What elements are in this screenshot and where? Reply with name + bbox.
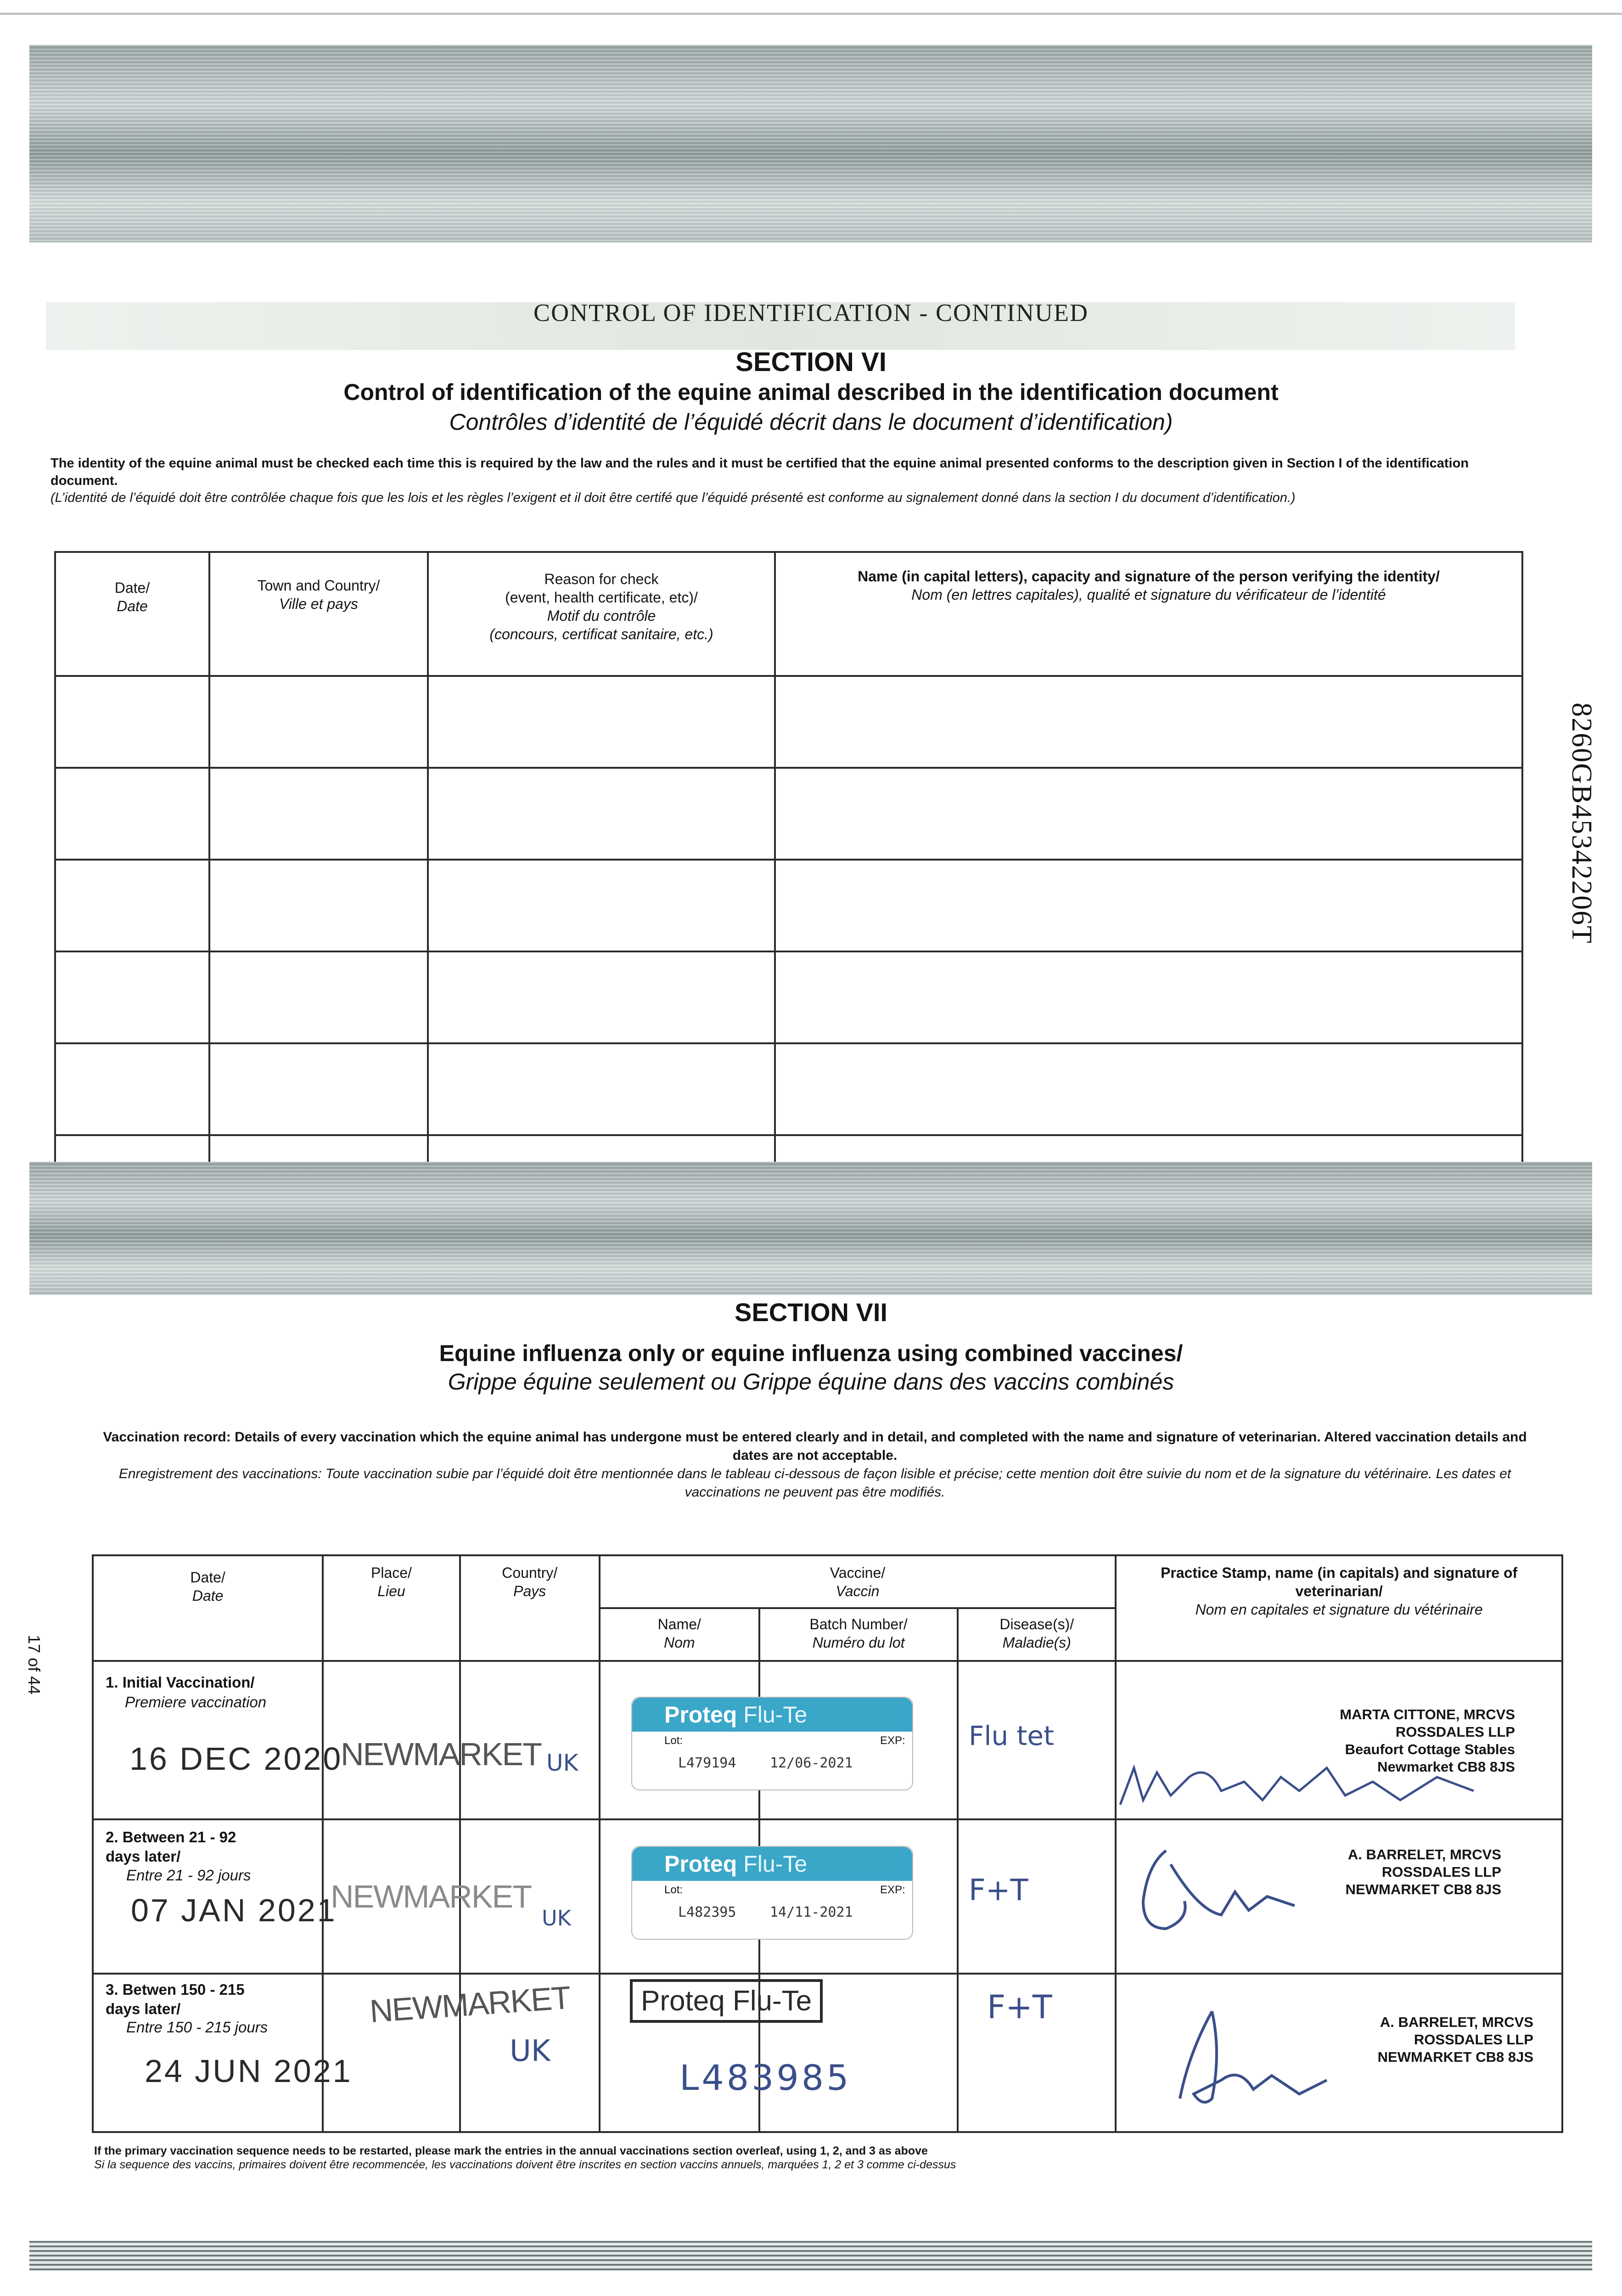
row1-disease-hand: Flu tet — [969, 1720, 1054, 1751]
scan-artifact-top — [29, 45, 1592, 242]
vac-header-name-en: Name/ — [657, 1616, 701, 1633]
vac-header-place-fr: Lieu — [377, 1583, 405, 1599]
vac-header-date — [93, 1555, 323, 1661]
row3-lot-hand: L483985 — [679, 2057, 852, 2098]
side-page-number: 17 of 44 — [25, 1635, 44, 1695]
vac-header-batch-en: Batch Number/ — [809, 1616, 908, 1633]
vac-header-practice — [1116, 1555, 1562, 1661]
row1-vaccine-name-text: Flu-Te — [743, 1702, 808, 1728]
table-row — [55, 1043, 1522, 1135]
vac-header-place — [323, 1555, 460, 1661]
header-verifier-en: Name (in capital letters), capacity and signature of the person verifying the identity/ — [858, 568, 1440, 585]
header-town-fr: Ville et pays — [279, 596, 358, 612]
row2-vaccine-name-text: Flu-Te — [743, 1851, 808, 1877]
vac-header-date-fr: Date — [192, 1587, 224, 1604]
row3-disease-hand: F+T — [987, 1988, 1052, 2026]
section6-para-fr: (L’identité de l’équidé doit être contrôlée chaque fois que les lois et les règles l’exigent et il doit être certifé que l’équidé présenté est conforme au signalement donné dans la section I du document d’identification.) — [51, 490, 1296, 505]
section6-label: SECTION VI — [735, 347, 887, 377]
vac-header-vaccine-fr: Vaccin — [836, 1583, 880, 1599]
row2-lot-label: Lot: — [664, 1884, 683, 1896]
vac-header-batch — [759, 1608, 958, 1661]
table-row — [55, 768, 1522, 860]
header-date-en: Date/ — [114, 580, 150, 596]
row1-exp-label: EXP: — [880, 1734, 905, 1747]
top-heading: CONTROL OF IDENTIFICATION - CONTINUED — [533, 299, 1089, 326]
footer-note-fr: Si la sequence des vaccins, primaires doivent être recommencée, les vaccinations doivent être inscrites en section vaccins annuels, marquées 1, 2 et 3 comme ci-dessus — [94, 2158, 956, 2171]
row2-label-fr: Entre 21 - 92 jours — [126, 1867, 251, 1884]
header-verifier — [775, 552, 1522, 676]
row3-country-hand: UK — [510, 2034, 550, 2068]
section7-para-fr: Enregistrement des vaccinations: Toute vaccination subie par l’équidé doit être mentionnée dans le tableau ci-dessous de façon lisible et précise; cette mention doit être suivie du nom et de la signature du vétérinaire. Les dates et vaccinations ne peuvent pas être modifiés. — [118, 1466, 1511, 1500]
row2-exp-date: 14/11-2021 — [770, 1904, 853, 1920]
header-reason-en: Reason for check — [544, 571, 659, 587]
section6-title-en: Control of identification of the equine animal described in the identification document — [343, 379, 1279, 405]
header-verifier-fr: Nom (en lettres capitales), qualité et signature du vérificateur de l’identité — [911, 586, 1386, 603]
row2-vaccine-brand — [664, 1851, 807, 1877]
row1-vaccine-label — [631, 1697, 913, 1790]
vac-header-name — [600, 1608, 759, 1661]
row2-place-stamp: NEWMARKET — [331, 1879, 531, 1914]
section7-title-fr: Grippe équine seulement ou Grippe équine dans des vaccins combinés — [448, 1369, 1174, 1395]
vac-header-disease — [958, 1608, 1116, 1661]
row2-vet-line3: NEWMARKET CB8 8JS — [1345, 1881, 1501, 1897]
scan-artifact-middle — [29, 1162, 1592, 1295]
row2-exp-label: EXP: — [880, 1884, 905, 1896]
row2-lot-number: L482395 — [678, 1904, 736, 1920]
section7-label: SECTION VII — [735, 1298, 887, 1327]
row1-label-en: 1. Initial Vaccination/ — [106, 1674, 255, 1691]
header-town-en: Town and Country/ — [257, 577, 380, 594]
section6-title-fr: Contrôles d’identité de l’équidé décrit dans le document d’identification) — [449, 409, 1173, 435]
table-row — [55, 951, 1522, 1043]
vac-header-country — [460, 1555, 600, 1661]
row1-lot-number: L479194 — [678, 1755, 736, 1771]
row1-vet-line4: Newmarket CB8 8JS — [1377, 1759, 1515, 1775]
row1-lot-label: Lot: — [664, 1734, 683, 1747]
row2-date-stamp: 07 JAN 2021 — [131, 1892, 337, 1928]
table-row — [55, 676, 1522, 768]
row1-vaccine-brand — [664, 1701, 807, 1728]
vac-header-vaccine-en: Vaccine/ — [830, 1564, 886, 1581]
header-reason-fr: Motif du contrôle — [547, 608, 656, 624]
row3-signature — [1162, 1998, 1354, 2117]
row2-vet-line1: A. BARRELET, MRCVS — [1347, 1846, 1501, 1863]
vac-header-date-en: Date/ — [190, 1569, 225, 1586]
header-reason — [428, 552, 775, 676]
vac-header-place-en: Place/ — [370, 1564, 412, 1581]
row1-exp-date: 12/06-2021 — [770, 1755, 853, 1771]
row2-vaccine-brand-text: Proteq — [664, 1851, 737, 1877]
row2-signature — [1129, 1837, 1359, 1942]
row1-vet-line3: Beaufort Cottage Stables — [1345, 1741, 1515, 1757]
vac-header-country-en: Country/ — [502, 1564, 558, 1581]
row3-vet-line2: ROSSDALES LLP — [1414, 2032, 1533, 2048]
footer-note-en: If the primary vaccination sequence needs to be restarted, please mark the entries in the annual vaccinations section overleaf, using 1, 2, and 3 as above — [94, 2144, 928, 2157]
row2-disease-hand: F+T — [969, 1874, 1028, 1908]
row1-vaccine-brand-text: Proteq — [664, 1702, 737, 1728]
identity-check-table — [54, 551, 1523, 1210]
row1-vet-line2: ROSSDALES LLP — [1395, 1724, 1515, 1740]
vac-header-practice-en: Practice Stamp, name (in capitals) and signature of veterinarian/ — [1161, 1564, 1518, 1599]
vac-header-vaccine — [600, 1555, 1116, 1608]
scan-artifact-bottom — [29, 2241, 1592, 2271]
header-town — [209, 552, 428, 676]
header-date — [55, 552, 209, 676]
section6-para-en: The identity of the equine animal must be checked each time this is required by the law and the rules and it must be certified that the equine animal presented conforms to the description given in Section I of the identification document. — [51, 456, 1469, 488]
header-reason-fr2: (concours, certificat sanitaire, etc.) — [489, 626, 713, 642]
row3-place-stamp: NEWMARKET — [368, 1979, 572, 2030]
row1-country-hand: UK — [546, 1750, 578, 1776]
row3-vaccine-stamp: Proteq Flu-Te — [630, 1979, 823, 2023]
vac-header-name-fr: Nom — [663, 1634, 695, 1651]
row3-vet-line1: A. BARRELET, MRCVS — [1380, 2014, 1533, 2030]
row2-vaccine-label — [631, 1846, 913, 1940]
row1-vet-line1: MARTA CITTONE, MRCVS — [1340, 1706, 1515, 1722]
row1-date-stamp: 16 DEC 2020 — [129, 1741, 343, 1777]
row2-vet-line2: ROSSDALES LLP — [1381, 1864, 1501, 1880]
section7-title-en: Equine influenza only or equine influenza using combined vaccines/ — [439, 1340, 1183, 1366]
row3-date-stamp: 24 JUN 2021 — [145, 2053, 353, 2089]
row1-place-stamp: NEWMARKET — [341, 1736, 541, 1772]
section7-para-en: Vaccination record: Details of every vaccination which the equine animal has undergone must be entered clearly and in detail, and completed with the name and signature of veterinarian. Altered vaccination details and dates are not acceptable. — [103, 1429, 1527, 1463]
vac-header-country-fr: Pays — [513, 1583, 546, 1599]
vac-header-disease-fr: Maladie(s) — [1002, 1634, 1071, 1651]
row1-label-fr: Premiere vaccination — [125, 1694, 267, 1711]
vac-header-batch-fr: Numéro du lot — [812, 1634, 905, 1651]
row2-label-en: 2. Between 21 - 92 days later/ — [106, 1829, 236, 1865]
vac-header-disease-en: Disease(s)/ — [999, 1616, 1074, 1633]
side-id-number: 8260GB45342206T — [1566, 703, 1597, 944]
row3-label-en: 3. Betwen 150 - 215 days later/ — [106, 1981, 245, 2017]
row2-country-hand: UK — [542, 1906, 571, 1930]
vac-header-practice-fr: Nom en capitales et signature du vétérinaire — [1195, 1601, 1483, 1618]
row3-vet-line3: NEWMARKET CB8 8JS — [1377, 2049, 1533, 2065]
row1-signature — [1116, 1750, 1483, 1818]
table-row — [55, 860, 1522, 951]
header-reason-en2: (event, health certificate, etc)/ — [505, 589, 698, 606]
page-top-rule — [0, 13, 1622, 15]
header-date-fr: Date — [117, 598, 148, 614]
row3-label-fr: Entre 150 - 215 jours — [126, 2019, 268, 2036]
